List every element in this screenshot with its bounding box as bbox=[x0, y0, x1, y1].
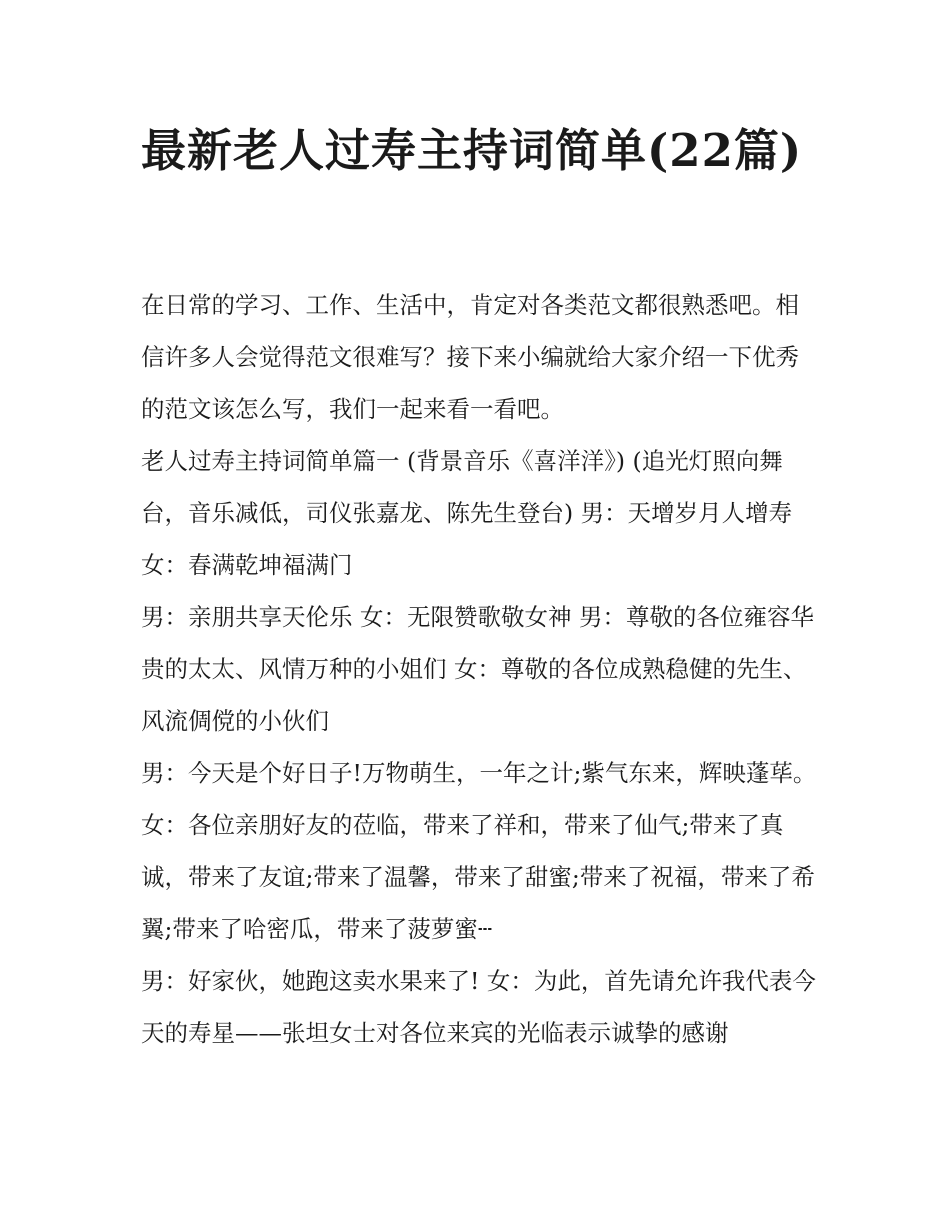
document-title: 最新老人过寿主持词简单(22篇) bbox=[141, 124, 803, 177]
paragraph-thanks: 男：好家伙，她跑这卖水果来了! 女：为此，首先请允许我代表今天的寿星——张坦女士对各位来宾的光临表示诚挚的感谢 bbox=[141, 967, 816, 1047]
paragraph-guests: 女：各位亲朋好友的莅临，带来了祥和，带来了仙气;带来了真诚，带来了友谊;带来了温馨，带来了甜蜜;带来了祝福，带来了希翼;带来了哈密瓜，带来了菠萝蜜┄ bbox=[141, 811, 815, 943]
paragraph-greeting: 男：亲朋共享天伦乐 女：无限赞歌敬女神 男：尊敬的各位雍容华贵的太太、风情万种的小姐们 女：尊敬的各位成熟稳健的先生、风流倜傥的小伙们 bbox=[141, 603, 814, 735]
paragraph-opening: 老人过寿主持词简单篇一 (背景音乐《喜洋洋》) (追光灯照向舞台，音乐减低，司仪张嘉龙、陈先生登台) 男：天增岁月人增寿 女：春满乾坤福满门 bbox=[141, 447, 793, 579]
paragraph-good-day: 男：今天是个好日子!万物萌生，一年之计;紫气东来，辉映蓬荜。 bbox=[141, 759, 817, 787]
document-body bbox=[141, 279, 821, 1059]
paragraph-intro: 在日常的学习、工作、生活中，肯定对各类范文都很熟悉吧。相信许多人会觉得范文很难写？接下来小编就给大家介绍一下优秀的范文该怎么写，我们一起来看一看吧。 bbox=[141, 291, 799, 423]
